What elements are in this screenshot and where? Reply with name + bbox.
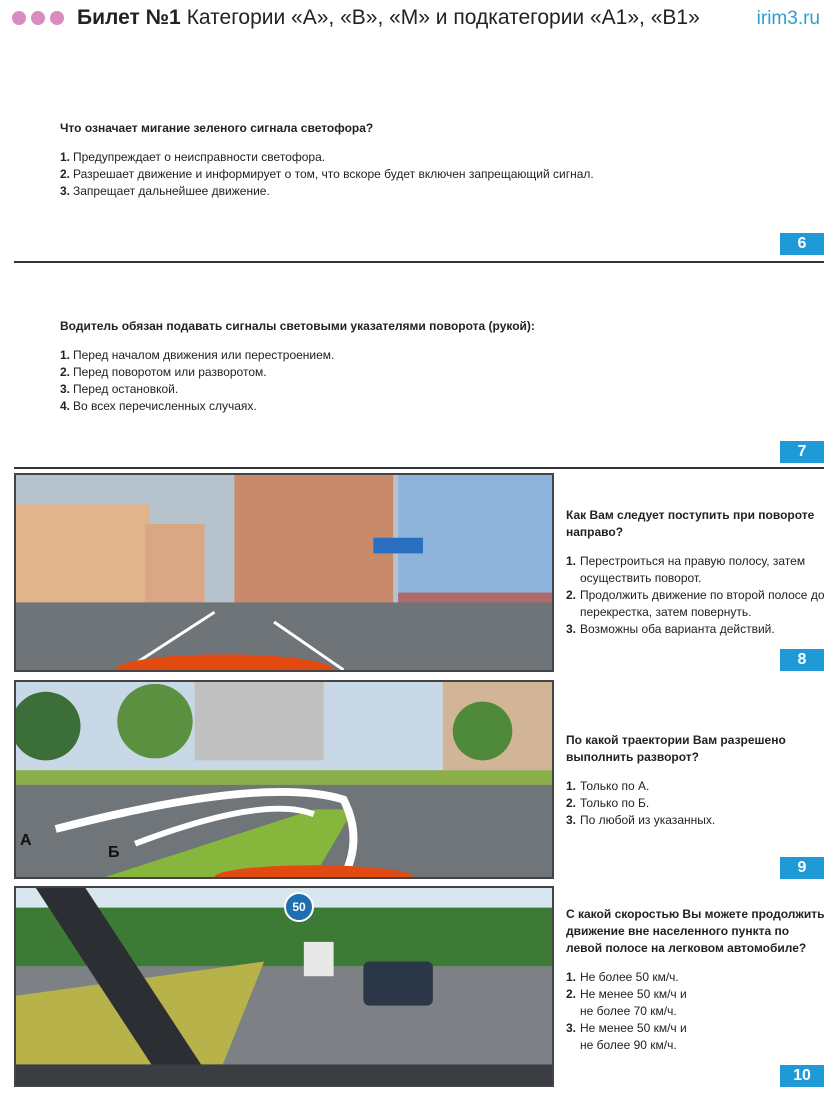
option-text: Только по Б. [580,796,650,810]
question-title: Что означает мигание зеленого сигнала светофора? [60,121,374,135]
question-title: Как Вам следует поступить при повороте направо? [566,508,815,539]
dot-icon [12,11,26,25]
option-number: 4. [60,399,71,413]
answer-option[interactable] [60,381,760,398]
question-number-badge: 7 [780,441,824,463]
dot-icon [31,11,45,25]
option-number: 3. [60,382,71,396]
answer-option[interactable] [566,553,828,587]
option-number: 1. [566,779,577,793]
option-number: 3. [566,813,577,827]
divider [14,467,824,469]
option-text: Перед началом движения или перестроением. [73,348,335,362]
answer-option[interactable] [60,398,760,415]
option-text: Перестроиться на правую полосу, затем осуществить поворот. [580,554,806,585]
option-number: 1. [60,150,71,164]
answer-option[interactable] [566,969,828,986]
option-number: 2. [60,365,71,379]
option-number: 1. [566,554,577,568]
option-text: Перед поворотом или разворотом. [73,365,267,379]
answer-option[interactable] [566,621,828,638]
option-text: Перед остановкой. [73,382,179,396]
question-title: Водитель обязан подавать сигналы световыми указателями поворота (рукой): [60,319,535,333]
question-title: По какой траектории Вам разрешено выполнить разворот? [566,733,786,764]
answer-option[interactable] [566,812,828,829]
option-text: По любой из указанных. [580,813,716,827]
highway-photo [14,886,554,1087]
u-turn-photo [14,680,554,879]
intersection-photo [14,473,554,672]
option-number: 3. [566,1021,577,1035]
option-number: 1. [60,348,71,362]
option-text: Не менее 50 км/ч и не более 70 км/ч. [580,987,687,1018]
option-number: 2. [60,167,71,181]
answer-option[interactable] [566,1020,828,1054]
option-text: Предупреждает о неисправности светофора. [73,150,326,164]
option-text: Не менее 50 км/ч и не более 90 км/ч. [580,1021,687,1052]
question-10 [566,906,828,1054]
answer-option[interactable] [566,587,828,621]
question-number-badge: 8 [780,649,824,671]
option-text: Запрещает дальнейшее движение. [73,184,270,198]
answer-option[interactable] [566,795,828,812]
option-number: 2. [566,987,577,1001]
option-text: Только по А. [580,779,650,793]
option-number: 3. [60,184,71,198]
answer-option[interactable] [566,986,828,1020]
answer-option[interactable] [60,347,760,364]
ticket-header [12,6,700,30]
question-9 [566,732,828,829]
trajectory-label-b: Б [108,844,120,861]
question-number-badge: 9 [780,857,824,879]
option-text: Во всех перечисленных случаях. [73,399,257,413]
option-number: 3. [566,622,577,636]
option-text: Разрешает движение и информирует о том, что вскоре будет включен запрещающий сигнал. [73,167,594,181]
answer-option[interactable] [60,149,760,166]
option-text: Не более 50 км/ч. [580,970,679,984]
site-link[interactable]: irim3.ru [756,8,820,29]
option-number: 2. [566,588,577,602]
answer-option[interactable] [60,364,760,381]
ticket-number: Билет №1 [77,6,181,29]
answer-option[interactable] [60,166,760,183]
dot-icon [50,11,64,25]
answer-option[interactable] [60,183,760,200]
trajectory-label-a: А [20,832,32,849]
divider [14,261,824,263]
ticket-categories: Категории «А», «В», «М» и подкатегории «А1», «В1» [186,6,700,29]
option-number: 1. [566,970,577,984]
question-8 [566,507,828,638]
speed-limit-sign: 50 [284,892,314,922]
answer-option[interactable] [566,778,828,795]
option-text: Возможны оба варианта действий. [580,622,775,636]
question-number-badge: 6 [780,233,824,255]
option-text: Продолжить движение по второй полосе до перекрестка, затем повернуть. [580,588,825,619]
question-number-badge: 10 [780,1065,824,1087]
option-number: 2. [566,796,577,810]
question-7 [60,318,760,415]
question-title: С какой скоростью Вы можете продолжить движение вне населенного пункта по левой полосе на легковом автомобиле? [566,907,825,955]
question-6 [60,120,760,200]
